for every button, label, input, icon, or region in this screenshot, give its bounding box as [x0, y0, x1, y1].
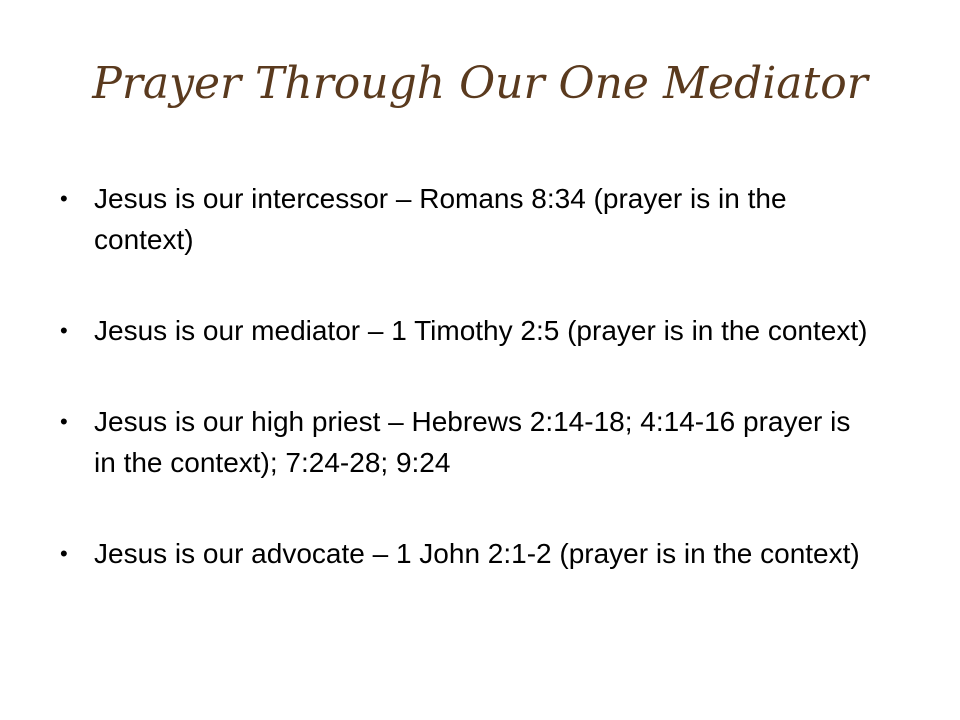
- bullet-list: [58, 178, 878, 624]
- slide-title: Prayer Through Our One Mediator: [92, 58, 868, 109]
- bullet-item: [58, 310, 878, 351]
- bullet-text: Jesus is our high priest – Hebrews 2:14-18; 4:14-16 prayer is in the context); 7:24-28; 9:24: [94, 406, 851, 478]
- bullet-dot-icon: •: [60, 318, 68, 343]
- bullet-item: [58, 401, 878, 483]
- bullet-item: [58, 178, 878, 260]
- bullet-text: Jesus is our advocate – 1 John 2:1-2 (prayer is in the context): [94, 538, 860, 569]
- bullet-dot-icon: •: [60, 186, 68, 211]
- bullet-dot-icon: •: [60, 541, 68, 566]
- bullet-dot-icon: •: [60, 409, 68, 434]
- bullet-text: Jesus is our intercessor – Romans 8:34 (prayer is in the context): [94, 183, 787, 255]
- bullet-text: Jesus is our mediator – 1 Timothy 2:5 (prayer is in the context): [94, 315, 868, 346]
- bullet-item: [58, 533, 878, 574]
